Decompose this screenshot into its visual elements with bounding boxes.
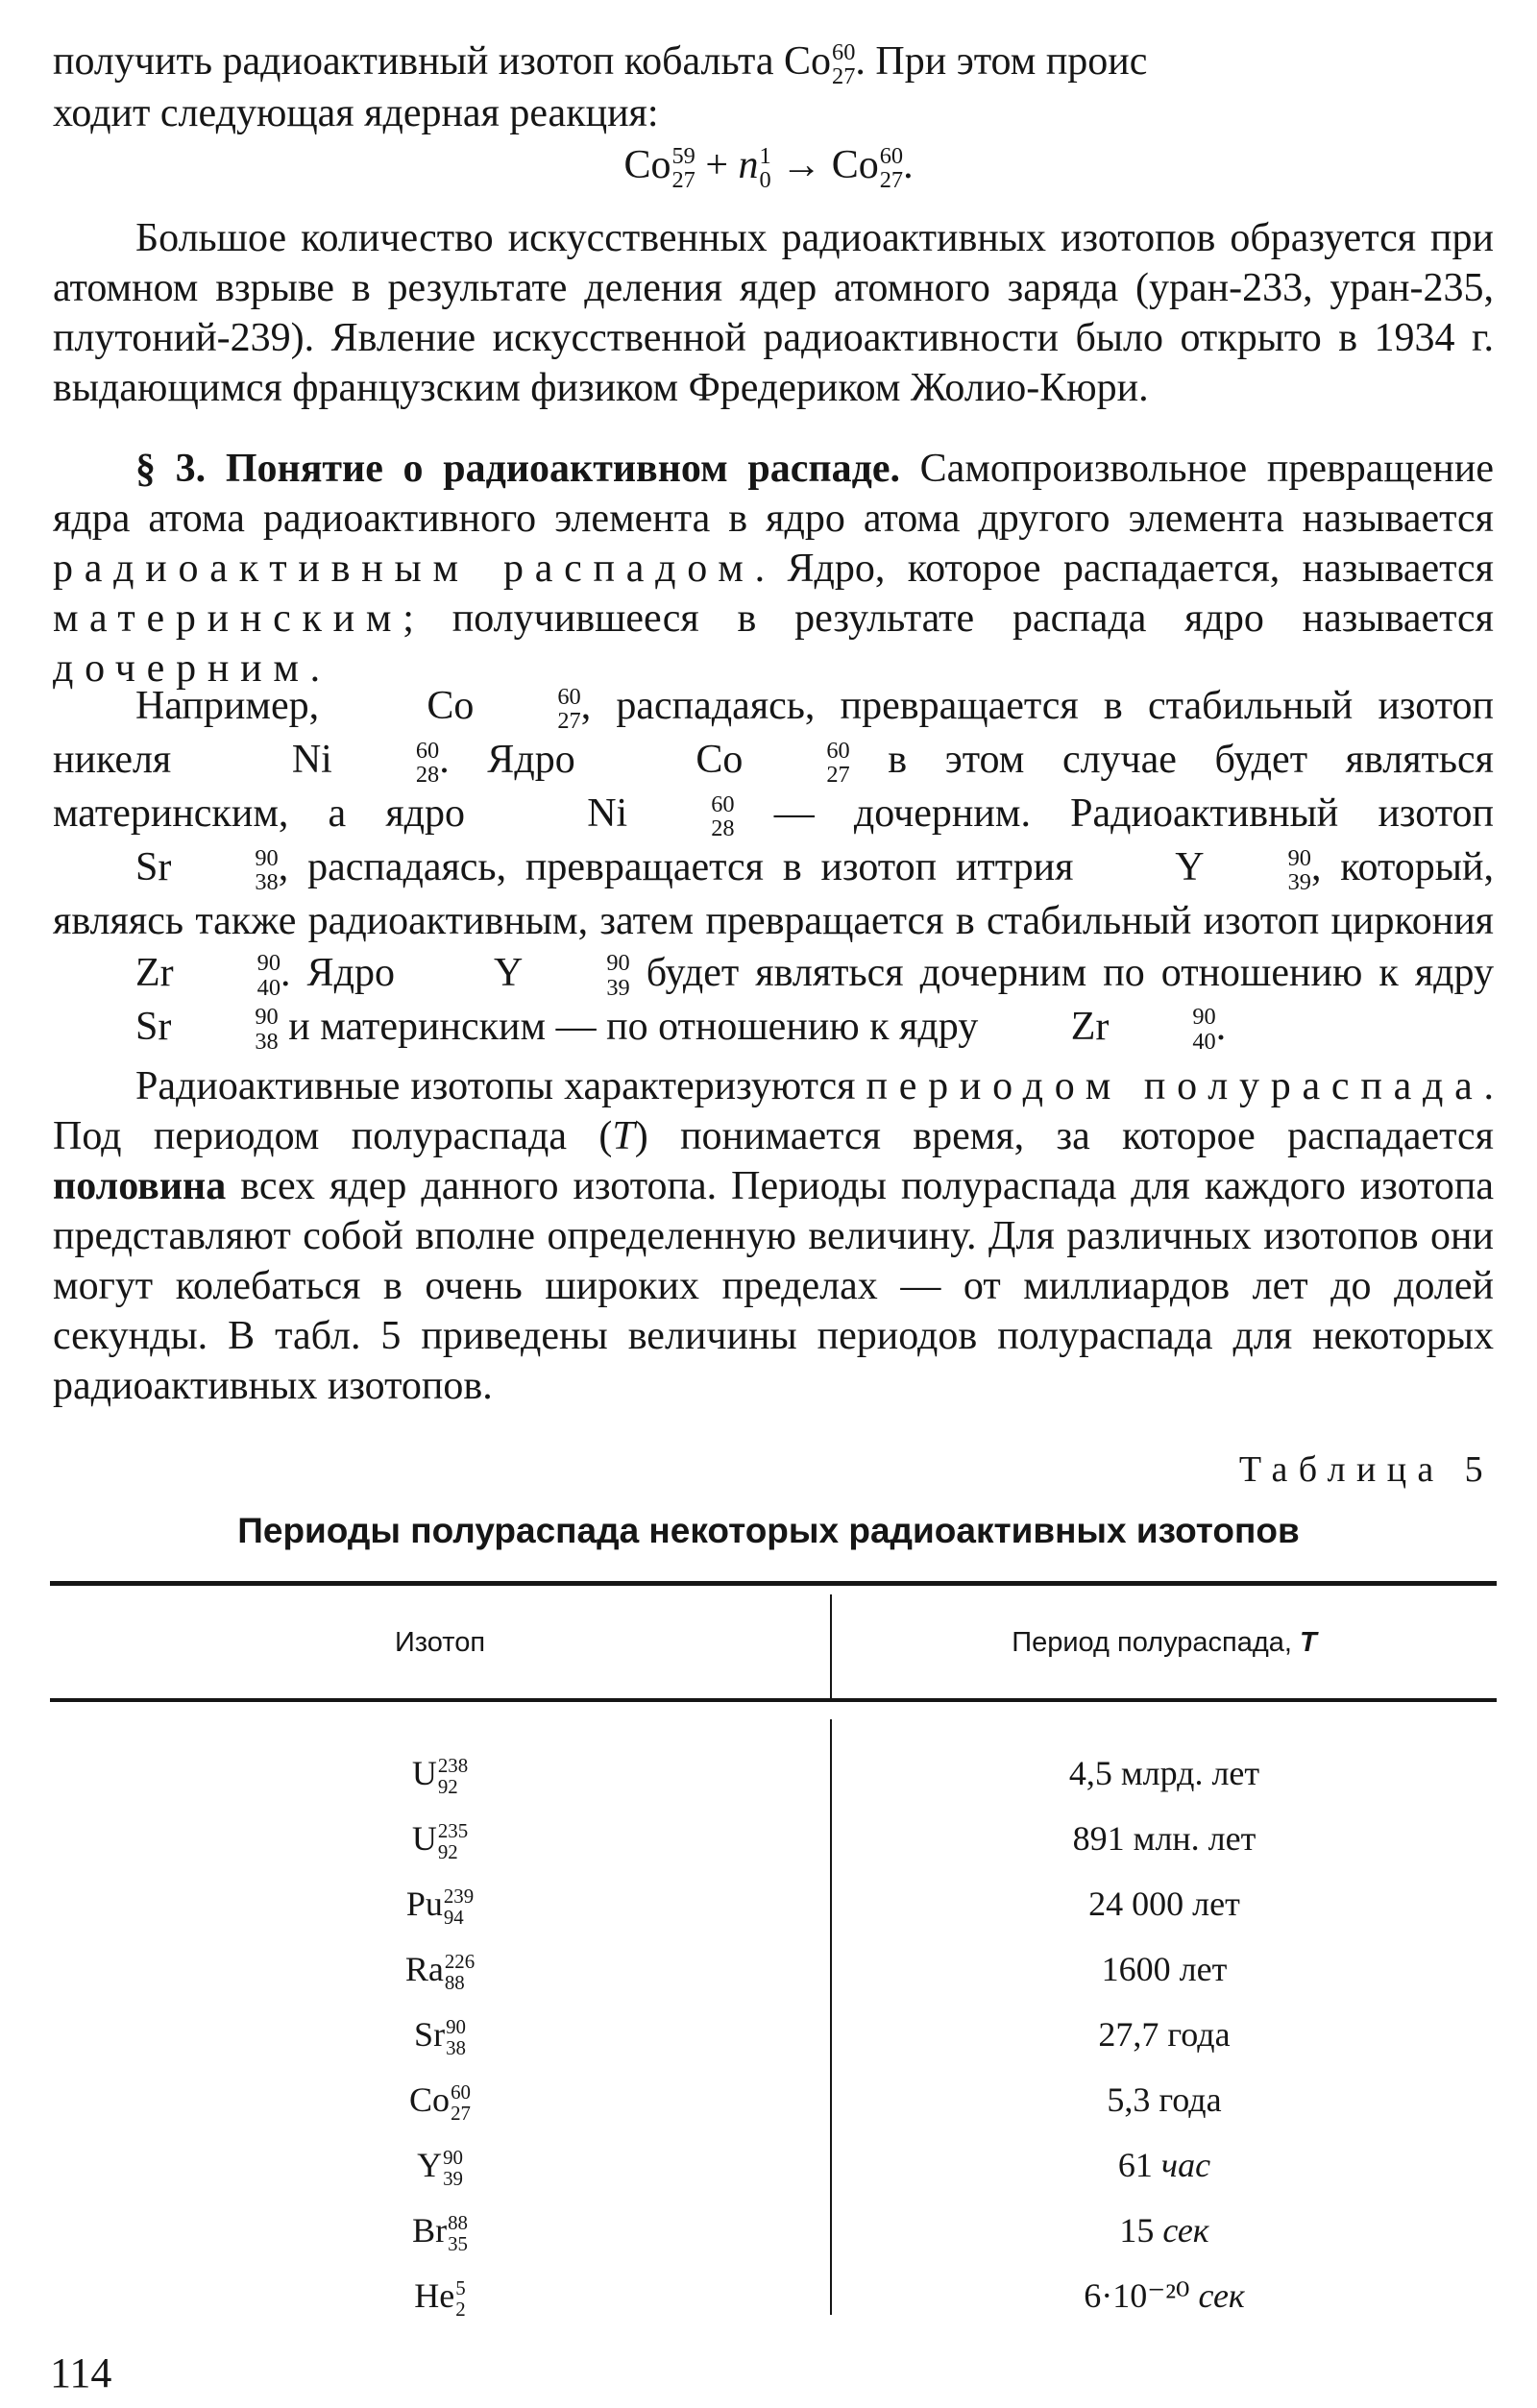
isotope-zr90: Zr 90 40 <box>1070 1004 1216 1055</box>
isotope-ni60: Ni 60 28 <box>587 791 735 842</box>
table-row <box>50 1936 1497 2002</box>
period-cell: 6·10⁻²⁰ сек <box>1084 2276 1245 2315</box>
isotope-co60: Co 60 27 <box>427 683 581 735</box>
table-header-rule <box>50 1698 1497 1702</box>
period-cell: 1600 лет <box>1101 1950 1228 1988</box>
isotope-cell: U 235 92 <box>411 1818 469 1863</box>
period-cell: 27,7 года <box>1098 2015 1231 2054</box>
half-life-paragraph: Радиоактивные изотопы характеризуются периодом полураспада. Под периодом полураспада (T) понимается время, за которое распадается половина всех ядер данного изотопа. Периоды полураспада для каждого изотопа представляют собой вполне определенную величину. Для различных изотопов они могут колебаться в очень широких пределах — от миллиардов лет до долей секунды. В табл. 5 приведены величины периодов полураспада для некоторых радиоактивных изотопов. <box>53 1064 1494 1408</box>
table-row <box>50 2132 1497 2198</box>
isotope-cell: Co 60 27 <box>409 2080 471 2125</box>
isotope-y90: Y 90 39 <box>493 950 630 1002</box>
table-row <box>50 2002 1497 2067</box>
table-title: Периоды полураспада некоторых радиоактивных изотопов <box>237 1511 1300 1550</box>
intro-text-b: . При этом проис <box>855 39 1148 84</box>
isotope-sr90: Sr 90 38 <box>135 844 279 896</box>
table-row <box>50 2263 1497 2328</box>
isotope-co60: Co 60 27 <box>695 737 850 789</box>
intro-line-1 <box>53 36 1494 89</box>
isotope-co60: Co 60 27 <box>784 38 856 90</box>
section-3-heading: § 3. Понятие о радиоактивном распаде. <box>135 447 900 491</box>
isotope-cell: Pu 239 94 <box>405 1884 475 1929</box>
term-parent: материнским <box>53 596 403 641</box>
period-cell: 4,5 млрд. лет <box>1068 1754 1260 1792</box>
period-cell: 15 сек <box>1119 2211 1209 2250</box>
example-paragraph: Например, Co 60 27 , распадаясь, превращается в стабильный изотоп никеля Ni 60 28 . Ядро Co 60 27 в этом случае будет являться материнским, а ядро Ni 60 28 — дочерним. Радиоактивный изотоп Sr 90 38 , распадаясь, превращается в изотоп иттрия Y 90 39 , который, являясь также радиоактивным, затем превращается в стабильный изотоп циркония Zr 90 40 . Ядро Y 90 39 будет являться дочерним по отношению к ядру Sr 90 38 и материнским — по отношению к ядру Zr 90 40 . <box>53 680 1494 1055</box>
term-half-life: периодом полураспада <box>866 1064 1484 1108</box>
isotope-zr90: Zr 90 40 <box>135 950 281 1002</box>
table-top-rule <box>50 1581 1497 1586</box>
isotope-ni60: Ni 60 28 <box>291 737 440 789</box>
table-row <box>50 2067 1497 2132</box>
isotope-cell: Ra 226 88 <box>404 1949 476 1994</box>
isotope-y90: Y 90 39 <box>1175 844 1311 896</box>
table-row <box>50 1806 1497 1871</box>
table-row <box>50 2198 1497 2263</box>
column-header-isotope: Изотоп <box>394 1627 486 1658</box>
table-row <box>50 1871 1497 1936</box>
page-number: 114 <box>50 2349 112 2396</box>
column-header-period: Период полураспада, T <box>1012 1627 1317 1658</box>
isotope-cell: Y 90 39 <box>417 2145 463 2190</box>
isotope-cell: Sr 90 38 <box>414 2014 466 2059</box>
paragraph-artificial-radioactivity: Большое количество искусственных радиоактивных изотопов образуется при атомном взрыве в результате деления ядер атомного заряда (уран-233, уран-235, плутоний-239). Явление искусственной радиоактивности было открыто в 1934 г. выдающимся французским физиком Фредериком Жолио-Кюри. <box>53 216 1494 410</box>
period-cell: 5,3 года <box>1107 2080 1222 2119</box>
isotope-cell: Br 88 35 <box>412 2210 468 2255</box>
term-daughter: дочерним <box>53 646 310 691</box>
intro-line-2: ходит следующая ядерная реакция: <box>53 91 659 135</box>
term-radioactive-decay: радиоактивным распадом <box>53 547 755 591</box>
isotope-cell: He 5 2 <box>414 2275 466 2321</box>
isotope-cell: U 238 92 <box>411 1753 469 1798</box>
table-row <box>50 1740 1497 1806</box>
period-cell: 24 000 лет <box>1088 1885 1240 1923</box>
nuclear-reaction-formula: Co 59 27 + n 1 0 → Co 60 27 . <box>623 142 914 194</box>
isotope-sr90: Sr 90 38 <box>135 1004 279 1055</box>
table-caption: Таблица 5 <box>1238 1449 1494 1490</box>
intro-text-a: получить радиоактивный изотоп кобальта <box>53 39 785 84</box>
period-cell: 61 час <box>1117 2146 1211 2184</box>
section-3-paragraph: § 3. Понятие о радиоактивном распаде. Самопроизвольное превращение ядра атома радиоактивного элемента в ядро атома другого элемента называется радиоактивным распадом. Ядро, которое распадается, называется материнским; получившееся в результате распада ядро называется дочерним. <box>53 447 1495 691</box>
period-cell: 891 млн. лет <box>1072 1819 1256 1858</box>
